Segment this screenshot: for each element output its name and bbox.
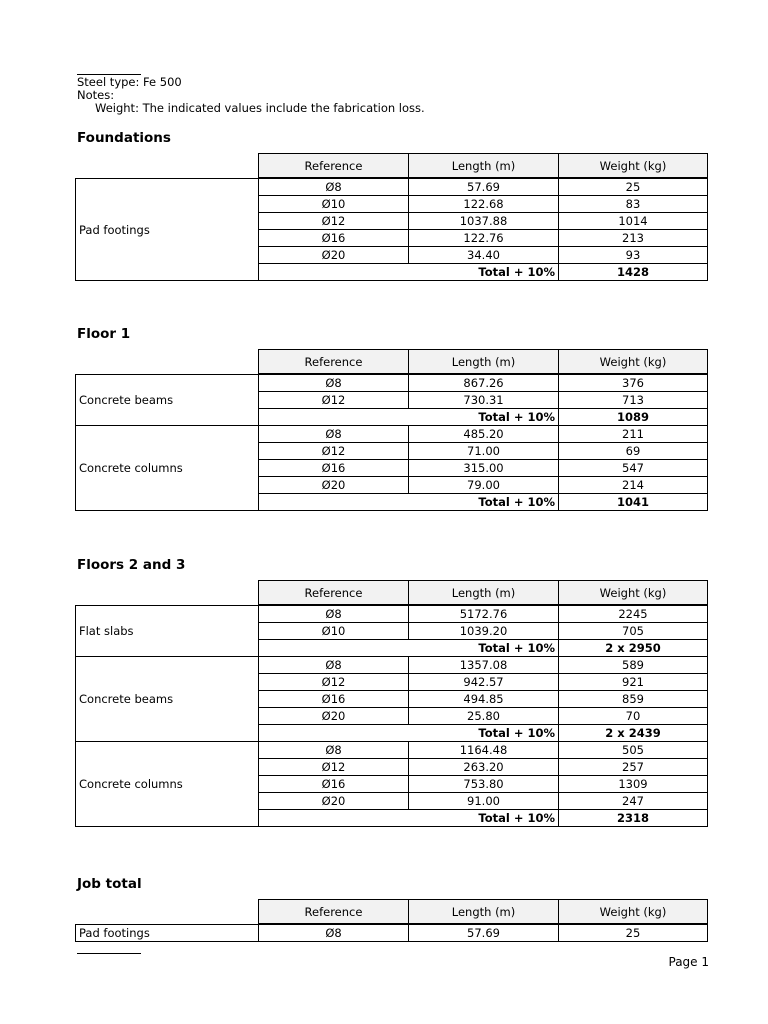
element-label: Flat slabs [76,606,259,657]
total-weight: 1041 [559,494,708,511]
total-weight: 2 x 2439 [559,725,708,742]
element-label: Concrete beams [76,375,259,426]
cell-length: 753.80 [409,776,559,793]
element-label: Concrete columns [76,426,259,511]
cell-length: 1039.20 [409,623,559,640]
cell-length: 1357.08 [409,657,559,674]
col-header-reference: Reference [259,581,409,605]
cell-length: 57.69 [409,925,559,942]
column-header-row [258,580,708,605]
steel-table [75,178,708,281]
steel-table [75,924,708,942]
table-row [76,179,708,196]
table-row [76,925,708,942]
note-weight: Weight: The indicated values include the fabrication loss. [95,101,425,115]
element-label: Pad footings [76,925,259,942]
total-weight: 1089 [559,409,708,426]
col-header-length: Length (m) [409,154,559,178]
total-weight: 2 x 2950 [559,640,708,657]
cell-reference: Ø16 [259,460,409,477]
cell-reference: Ø10 [259,623,409,640]
cell-reference: Ø8 [259,657,409,674]
cell-reference: Ø8 [259,606,409,623]
cell-length: 57.69 [409,179,559,196]
table-row [76,606,708,623]
table-row [76,375,708,392]
section-title-floors-2-3: Floors 2 and 3 [77,557,186,573]
cell-weight: 505 [559,742,708,759]
steel-table [75,605,708,827]
notes-label: Notes: [77,88,115,102]
table-row [76,426,708,443]
col-header-reference: Reference [259,154,409,178]
cell-length: 867.26 [409,375,559,392]
cell-length: 122.68 [409,196,559,213]
cell-length: 942.57 [409,674,559,691]
cell-weight: 1014 [559,213,708,230]
cell-weight: 376 [559,375,708,392]
steel-type: Steel type: Fe 500 [77,75,182,89]
element-label: Concrete columns [76,742,259,827]
cell-reference: Ø20 [259,708,409,725]
cell-weight: 213 [559,230,708,247]
col-header-length: Length (m) [409,350,559,374]
cell-weight: 589 [559,657,708,674]
cell-weight: 25 [559,925,708,942]
cell-weight: 69 [559,443,708,460]
total-label: Total + 10% [259,810,559,827]
cell-weight: 83 [559,196,708,213]
cell-reference: Ø12 [259,674,409,691]
cell-weight: 547 [559,460,708,477]
total-label: Total + 10% [259,640,559,657]
total-label: Total + 10% [259,494,559,511]
column-header-row [258,153,708,178]
cell-reference: Ø12 [259,213,409,230]
col-header-weight: Weight (kg) [559,154,708,178]
cell-reference: Ø12 [259,443,409,460]
cell-weight: 70 [559,708,708,725]
cell-reference: Ø20 [259,793,409,810]
cell-reference: Ø20 [259,247,409,264]
cell-length: 5172.76 [409,606,559,623]
cell-reference: Ø8 [259,426,409,443]
cell-length: 122.76 [409,230,559,247]
steel-table [75,374,708,511]
cell-reference: Ø16 [259,230,409,247]
cell-weight: 713 [559,392,708,409]
cell-reference: Ø12 [259,392,409,409]
cell-weight: 705 [559,623,708,640]
cell-length: 79.00 [409,477,559,494]
total-label: Total + 10% [259,409,559,426]
section-title-job-total: Job total [77,876,142,892]
cell-reference: Ø8 [259,375,409,392]
table-row [76,742,708,759]
cell-length: 494.85 [409,691,559,708]
cell-reference: Ø8 [259,925,409,942]
cell-weight: 214 [559,477,708,494]
cell-length: 91.00 [409,793,559,810]
col-header-weight: Weight (kg) [559,900,708,924]
cell-weight: 2245 [559,606,708,623]
total-label: Total + 10% [259,264,559,281]
cell-length: 485.20 [409,426,559,443]
cell-length: 1037.88 [409,213,559,230]
cell-length: 25.80 [409,708,559,725]
cell-length: 263.20 [409,759,559,776]
section-title-foundations: Foundations [77,130,171,146]
total-weight: 2318 [559,810,708,827]
footer-rule [77,953,141,954]
col-header-weight: Weight (kg) [559,350,708,374]
cell-weight: 93 [559,247,708,264]
cell-reference: Ø8 [259,742,409,759]
page-number: Page 1 [668,955,709,969]
cell-reference: Ø20 [259,477,409,494]
cell-length: 34.40 [409,247,559,264]
col-header-length: Length (m) [409,581,559,605]
section-title-floor-1: Floor 1 [77,326,131,342]
col-header-length: Length (m) [409,900,559,924]
column-header-row [258,349,708,374]
cell-reference: Ø10 [259,196,409,213]
element-label: Pad footings [76,179,259,281]
cell-weight: 247 [559,793,708,810]
cell-weight: 921 [559,674,708,691]
col-header-weight: Weight (kg) [559,581,708,605]
total-label: Total + 10% [259,725,559,742]
cell-weight: 257 [559,759,708,776]
cell-weight: 211 [559,426,708,443]
element-label: Concrete beams [76,657,259,742]
total-weight: 1428 [559,264,708,281]
table-row [76,657,708,674]
cell-weight: 25 [559,179,708,196]
cell-reference: Ø16 [259,776,409,793]
cell-length: 315.00 [409,460,559,477]
cell-reference: Ø16 [259,691,409,708]
cell-weight: 1309 [559,776,708,793]
cell-weight: 859 [559,691,708,708]
cell-reference: Ø12 [259,759,409,776]
cell-reference: Ø8 [259,179,409,196]
col-header-reference: Reference [259,350,409,374]
cell-length: 730.31 [409,392,559,409]
cell-length: 71.00 [409,443,559,460]
cell-length: 1164.48 [409,742,559,759]
column-header-row [258,899,708,924]
col-header-reference: Reference [259,900,409,924]
